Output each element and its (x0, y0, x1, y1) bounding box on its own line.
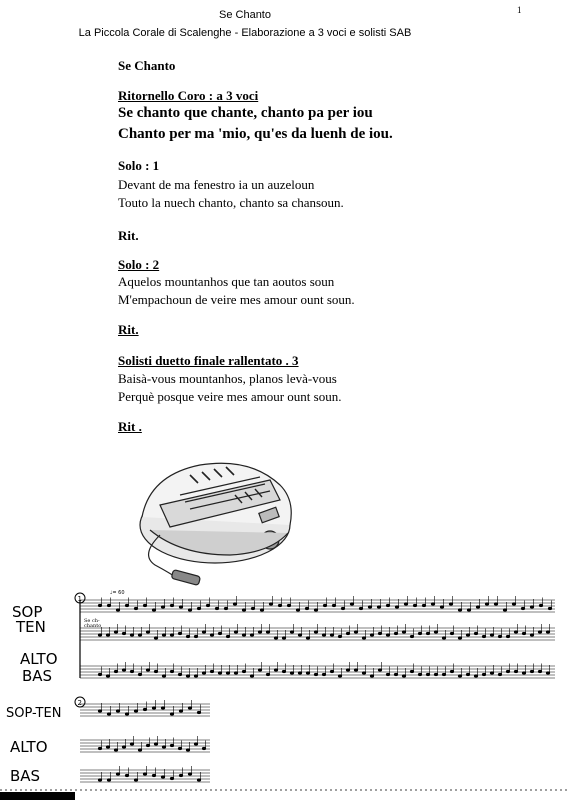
system-2-number: 2 (77, 699, 82, 707)
voice-label-alto-2: ALTO (10, 738, 48, 756)
voice-label-sop: SOP (12, 603, 43, 621)
lyric-snippet-2: chanto (84, 623, 102, 629)
song-title: Se Chanto (118, 58, 176, 73)
duet-line-2: Perquè posque veire mes amour ount soun. (118, 389, 342, 404)
solo2-heading: Solo : 2 (118, 257, 160, 272)
solo1-line-1: Devant de ma fenestro ia un auzeloun (118, 177, 315, 192)
page-header-title: Se Chanto (219, 9, 271, 21)
duet-line-1: Baisà-vous mountanhos, planos levà-vous (118, 371, 337, 386)
voice-label-sop-ten: SOP-TEN (6, 706, 62, 721)
solo1-line-2: Touto la nuech chanto, chanto sa chansoun. (118, 195, 344, 210)
solo2-line-1: Aquelos mountanhos que tan aoutos soun (118, 274, 335, 289)
staff-system-2 (80, 704, 210, 782)
duet-heading: Solisti duetto finale rallentato . 3 (118, 353, 299, 368)
system-1-number: 1 (77, 595, 82, 603)
refrain-line-1: Se chanto que chante, chanto pa per iou (118, 105, 373, 121)
solo2-line-2: M'empachoun de veire mes amour ount soun. (118, 292, 355, 307)
solo1-rit: Rit. (118, 228, 139, 243)
hurdy-gurdy-illustration (120, 455, 320, 590)
voice-label-alto: ALTO (20, 650, 58, 668)
page-number: 1 (517, 5, 522, 15)
solo1-heading: Solo : 1 (118, 158, 160, 173)
page-edge-mark (0, 792, 75, 800)
staff-system-1 (80, 600, 555, 678)
voice-label-bas-2: BAS (10, 767, 41, 785)
voice-label-bas: BAS (22, 667, 53, 685)
tempo-mark: ♩= 60 (110, 590, 125, 596)
music-score (0, 580, 569, 800)
page-header-subtitle: La Piccola Corale di Scalenghe - Elaborazione a 3 voci e solisti SAB (78, 27, 412, 39)
refrain-heading: Ritornello Coro : a 3 voci (118, 88, 259, 103)
refrain-line-2: Chanto per ma 'mio, qu'es da luenh de iou. (118, 126, 393, 142)
lyric-snippet-1: Se ch- (84, 618, 100, 624)
voice-label-ten: TEN (16, 618, 46, 636)
duet-rit: Rit . (118, 419, 142, 434)
solo2-rit: Rit. (118, 322, 139, 337)
